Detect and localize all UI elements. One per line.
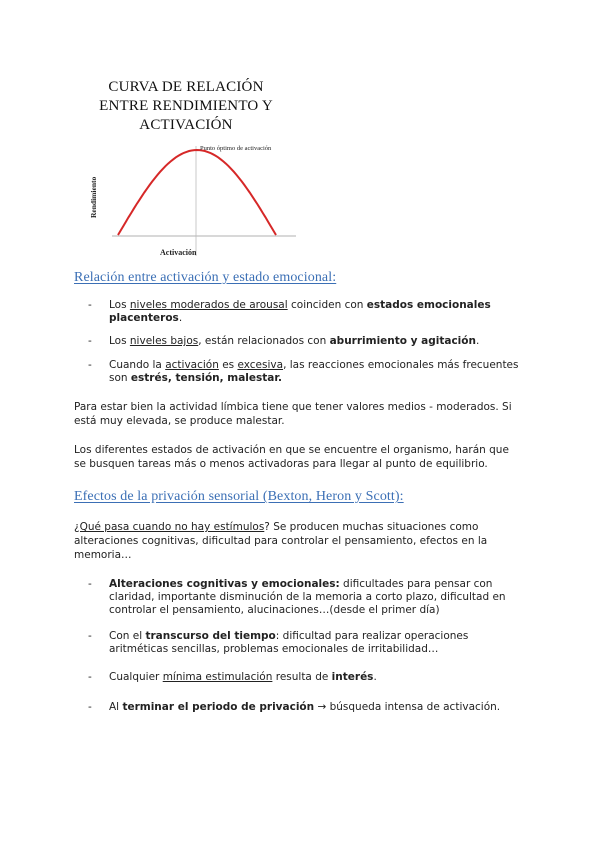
bold-text: terminar el periodo de privación (122, 701, 315, 713)
arousal-performance-chart (86, 78, 318, 266)
text: Los (109, 335, 130, 347)
optimum-label: Punto óptimo de activación (200, 145, 272, 152)
paragraph: Los diferentes estados de activación en que se encuentre el organismo, harán que se busquen tareas más o menos activadoras para llegar al punto de equilibrio. (74, 444, 509, 470)
text: Cualquier (109, 671, 163, 683)
bullet-dash: - (88, 299, 92, 311)
underlined-text: excesiva (237, 359, 284, 371)
bullet-dash: - (88, 335, 92, 347)
deprivation-effects-list (88, 671, 528, 684)
chart-plot (86, 78, 318, 266)
deprivation-effects-list (88, 630, 528, 656)
paragraph (74, 520, 514, 562)
text: resulta de (272, 671, 332, 683)
underlined-text: activación (165, 359, 219, 371)
text: . (373, 671, 377, 683)
activation-emotion-list (88, 335, 528, 348)
list-item (88, 335, 528, 348)
text: Al (109, 701, 123, 713)
chart-title-line: ENTRE RENDIMIENTO Y (99, 98, 273, 114)
underlined-text: niveles bajos (129, 335, 199, 347)
bullet-dash: - (88, 359, 92, 371)
bullet-dash: - (88, 578, 92, 590)
text: . (475, 335, 480, 347)
underlined-text: niveles moderados de arousal (129, 299, 288, 311)
chart-title-line: ACTIVACIÓN (139, 117, 233, 133)
text: Cuando la (109, 359, 166, 371)
text: , las reacciones emocionales más frecuentes son (109, 359, 519, 384)
bullet-dash: - (88, 701, 92, 713)
activation-emotion-list (88, 359, 528, 385)
deprivation-effects-list (88, 578, 528, 617)
text: . (178, 312, 183, 324)
text: Los (109, 299, 130, 311)
section-heading-sensory-deprivation: Efectos de la privación sensorial (Bexton, Heron y Scott): (74, 489, 404, 504)
section-heading-activation-emotion: Relación entre activación y estado emocional: (74, 270, 337, 285)
bold-text: aburrimiento y agitación (329, 335, 476, 347)
text: → búsqueda intensa de activación. (314, 701, 501, 713)
bullet-dash: - (88, 671, 92, 683)
underlined-text: ¿Qué pasa cuando no hay estímulos (74, 521, 265, 533)
y-axis-label: Rendimiento (89, 176, 98, 218)
bold-text: estrés, tensión, malestar. (130, 372, 283, 384)
bold-text: Alteraciones cognitivas y emocionales: (109, 578, 340, 590)
activation-emotion-list (88, 299, 528, 325)
bold-text: estados emocionales placenteros (109, 299, 491, 324)
x-axis-label: Activación (160, 248, 197, 257)
list-item (88, 359, 528, 385)
text: : dificultad para realizar operaciones aritméticas sencillas, problemas emocionales de irritabilidad… (109, 630, 469, 655)
deprivation-effects-list (88, 701, 528, 714)
list-item (88, 299, 528, 325)
performance-curve (118, 150, 276, 235)
list-item (88, 671, 528, 684)
bold-text: transcurso del tiempo (145, 630, 276, 642)
paragraph: Para estar bien la actividad límbica tiene que tener valores medios - moderados. Si está muy elevada, se produce malestar. (74, 401, 512, 427)
underlined-text: mínima estimulación (162, 671, 273, 683)
list-item (88, 578, 528, 617)
list-item (88, 630, 528, 656)
text: Con el (109, 630, 146, 642)
text: , están relacionados con (198, 335, 330, 347)
text: coinciden con (287, 299, 367, 311)
list-item (88, 701, 528, 714)
text: es (218, 359, 238, 371)
text: dificultades para pensar con claridad, importante disminución de la memoria a corto plazo, dificultad en controlar el pensamiento, alucinaciones…(desde el primer día) (109, 578, 506, 616)
chart-title-line: CURVA DE RELACIÓN (108, 79, 264, 95)
bold-text: interés (331, 671, 374, 683)
text: ? Se producen muchas situaciones como alteraciones cognitivas, dificultad para controlar el pensamiento, efectos en la memoria… (74, 521, 488, 561)
bullet-dash: - (88, 630, 92, 642)
